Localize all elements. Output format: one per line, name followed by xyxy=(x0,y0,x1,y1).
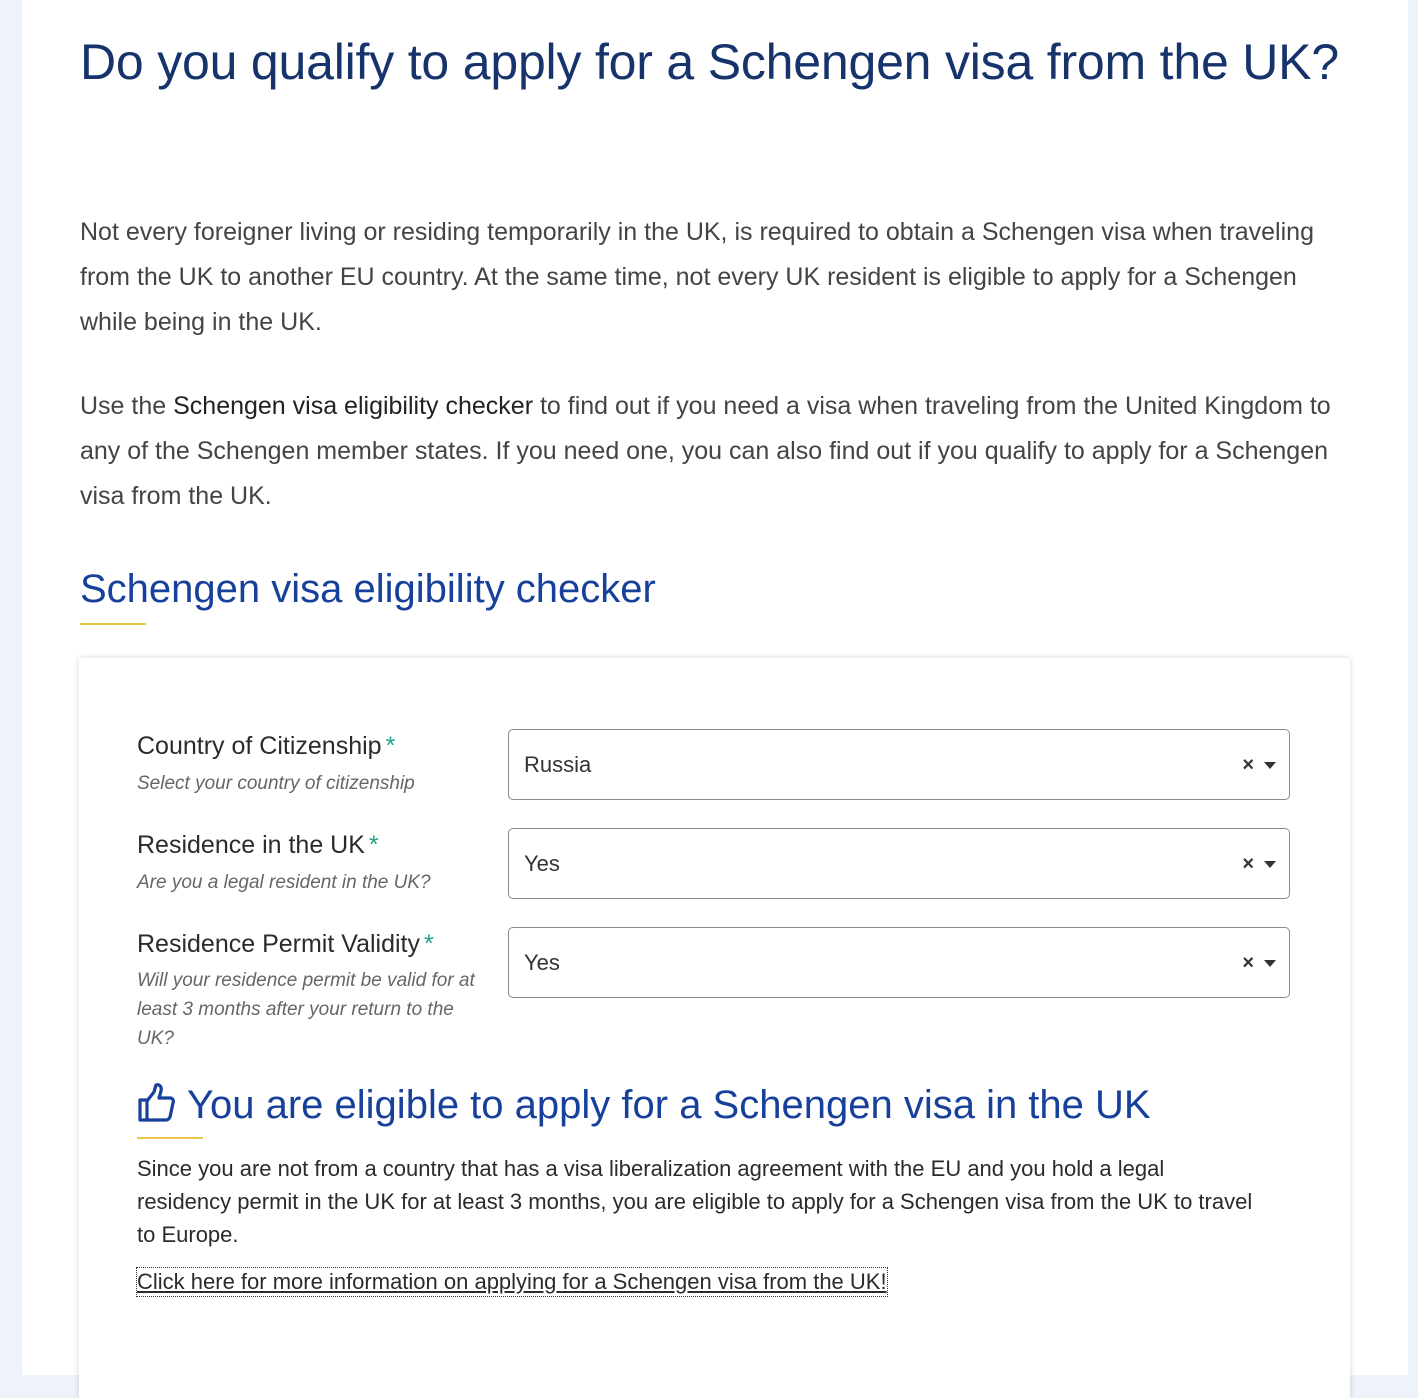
chevron-down-icon[interactable] xyxy=(1264,762,1276,769)
intro-paragraph-1: Not every foreigner living or residing temporarily in the UK, is required to obtain a Schengen visa when traveling from the UK to another EU country. At the same time, not every UK resident is eligible to apply for a Schengen while being in the UK. xyxy=(80,218,1314,336)
clear-icon[interactable]: × xyxy=(1242,952,1254,974)
checker-title: Schengen visa eligibility checker xyxy=(80,567,656,611)
citizenship-help: Select your country of citizenship xyxy=(137,773,415,794)
required-mark: * xyxy=(368,831,379,859)
residence-label xyxy=(137,829,379,861)
result-title xyxy=(137,1078,1151,1136)
citizenship-label-text: Country of Citizenship xyxy=(137,732,382,760)
permit-validity-label xyxy=(137,928,434,960)
more-info-link[interactable]: Click here for more information on applying for a Schengen visa from the UK! xyxy=(137,1269,887,1294)
citizenship-select-value: Russia xyxy=(524,752,592,777)
eligibility-checker-card xyxy=(79,658,1350,1398)
result-explanation: Since you are not from a country that has a visa liberalization agreement with the EU and you hold a legal residency permit in the UK for at least 3 months, you are eligible to apply for a Schengen visa from the UK to travel to Europe. xyxy=(137,1156,1253,1247)
clear-icon[interactable]: × xyxy=(1242,853,1254,875)
permit-validity-label-text: Residence Permit Validity xyxy=(137,930,420,958)
required-mark: * xyxy=(423,930,434,958)
residence-help: Are you a legal resident in the UK? xyxy=(137,872,431,893)
citizenship-select[interactable] xyxy=(508,729,1290,800)
residence-select[interactable] xyxy=(508,828,1290,899)
chevron-down-icon[interactable] xyxy=(1264,861,1276,868)
residence-select-value: Yes xyxy=(524,851,560,876)
permit-validity-help: Will your residence permit be valid for at least 3 months after your return to the UK? xyxy=(137,970,475,1049)
title-underline xyxy=(80,623,146,625)
chevron-down-icon[interactable] xyxy=(1264,960,1276,967)
page-title: Do you qualify to apply for a Schengen visa from the UK? xyxy=(80,34,1339,90)
citizenship-label xyxy=(137,730,395,762)
page-container xyxy=(22,0,1408,1375)
result-title-text: You are eligible to apply for a Schengen visa in the UK xyxy=(187,1083,1151,1127)
thumbs-up-icon xyxy=(137,1082,175,1136)
permit-validity-select[interactable] xyxy=(508,927,1290,998)
clear-icon[interactable]: × xyxy=(1242,754,1254,776)
intro-bold-checker-name: Schengen visa eligibility checker xyxy=(173,392,534,420)
intro-text-before: Use the xyxy=(80,392,174,420)
required-mark: * xyxy=(385,732,396,760)
residence-label-text: Residence in the UK xyxy=(137,831,365,859)
permit-validity-select-value: Yes xyxy=(524,950,560,975)
intro-paragraph-2 xyxy=(80,384,1355,519)
result-underline xyxy=(137,1137,203,1139)
intro-text-after: to find out if you need a visa when traveling from the United Kingdom to any of the Schengen member states. If you need one, you can also find out if you qualify to apply for a Schengen visa from the UK. xyxy=(80,392,1331,510)
